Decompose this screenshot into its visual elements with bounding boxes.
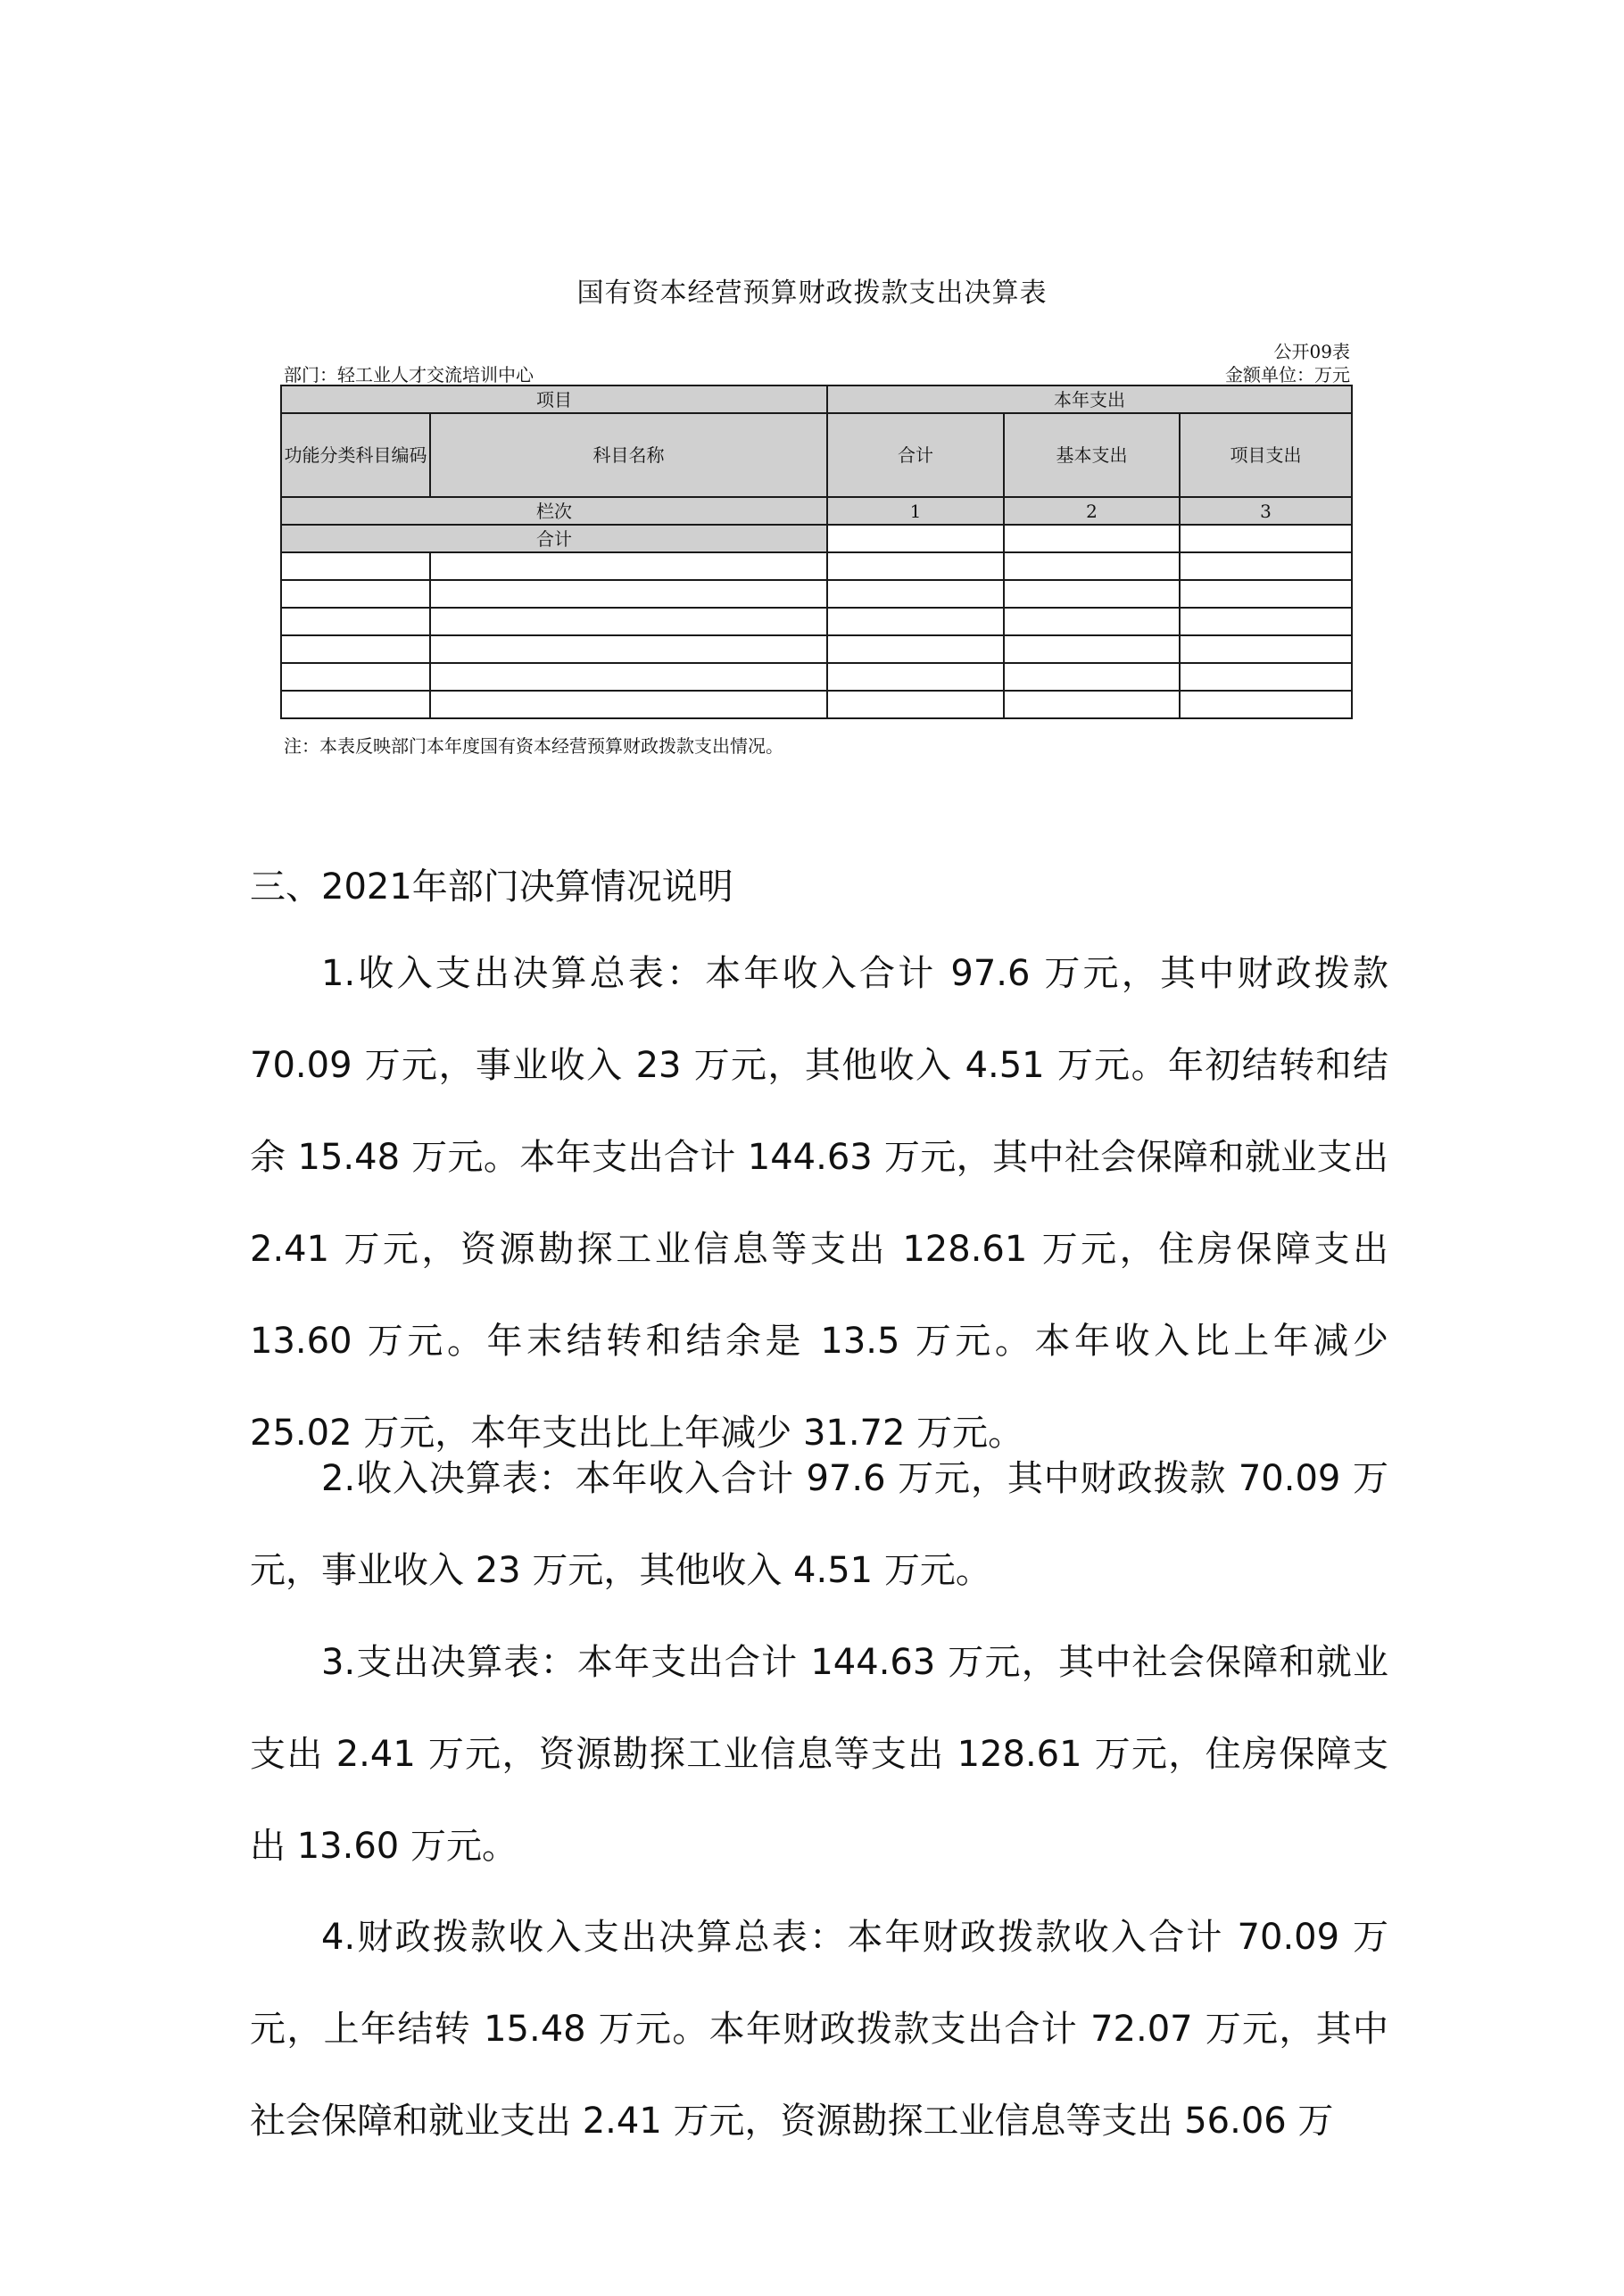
table-cell (430, 663, 827, 691)
table-cell (430, 608, 827, 635)
department-label: 部门：轻工业人才交流培训中心 (284, 364, 534, 385)
total-cell (827, 525, 1004, 552)
table-cell (281, 691, 430, 718)
table-column-row (281, 413, 1352, 497)
table-cell (281, 635, 430, 663)
table-cell (1004, 580, 1180, 608)
total-label: 合计 (281, 525, 827, 552)
table-row (281, 580, 1352, 608)
table-cell (1004, 691, 1180, 718)
index-2: 2 (1004, 497, 1180, 525)
unit-label: 金额单位：万元 (1225, 364, 1350, 385)
table-cell (827, 635, 1004, 663)
header-current-year: 本年支出 (827, 385, 1352, 413)
table-cell (430, 552, 827, 580)
col-code: 功能分类科目编码 (281, 413, 430, 497)
col-project: 项目支出 (1180, 413, 1352, 497)
paragraph: 2.收入决算表：本年收入合计 97.6 万元，其中财政拨款 70.09 万元，事业收入 23 万元，其他收入 4.51 万元。 (250, 1458, 1388, 1591)
table-cell (1180, 691, 1352, 718)
table-cell (1004, 552, 1180, 580)
header-item: 项目 (281, 385, 827, 413)
table-cell (1004, 608, 1180, 635)
table-cell (1004, 663, 1180, 691)
table-title: 国有资本经营预算财政拨款支出决算表 (576, 278, 1048, 309)
table-index-row (281, 497, 1352, 525)
col-name: 科目名称 (430, 413, 827, 497)
table-row (281, 608, 1352, 635)
total-cell (1004, 525, 1180, 552)
col-basic: 基本支出 (1004, 413, 1180, 497)
table-cell (430, 635, 827, 663)
budget-table (280, 385, 1353, 719)
table-row (281, 552, 1352, 580)
table-total-row (281, 525, 1352, 552)
table-cell (827, 580, 1004, 608)
table-cell (281, 663, 430, 691)
table-cell (1180, 552, 1352, 580)
table-row (281, 691, 1352, 718)
index-3: 3 (1180, 497, 1352, 525)
table-header-row (281, 385, 1352, 413)
table-cell (430, 580, 827, 608)
table-row (281, 635, 1352, 663)
table-cell (1180, 635, 1352, 663)
table-cell (827, 663, 1004, 691)
section-title: 三、2021年部门决算情况说明 (250, 866, 733, 908)
table-cell (827, 691, 1004, 718)
table-cell (281, 608, 430, 635)
table-cell (827, 552, 1004, 580)
table-code: 公开09表 (1273, 341, 1350, 362)
table-cell (430, 691, 827, 718)
col-total: 合计 (827, 413, 1004, 497)
table-row (281, 663, 1352, 691)
table-cell (281, 552, 430, 580)
paragraph: 1.收入支出决算总表：本年收入合计 97.6 万元，其中财政拨款 70.09 万元，事业收入 23 万元，其他收入 4.51 万元。年初结转和结余 15.48 万元。本年支出合计 144.63 万元，其中社会保障和就业支出 2.41 万元，资源勘探工业信息等支出 128.61 万元，住房保障支出 13.60 万元。年末结转和结余是 13.5 万元。本年收入比上年减少 25.02 万元，本年支出比上年减少 31.72 万元。 (250, 953, 1388, 1454)
table-note: 注：本表反映部门本年度国有资本经营预算财政拨款支出情况。 (284, 735, 783, 757)
table-cell (281, 580, 430, 608)
table-cell (1180, 608, 1352, 635)
table-cell (827, 608, 1004, 635)
index-1: 1 (827, 497, 1004, 525)
table-cell (1180, 663, 1352, 691)
index-label: 栏次 (281, 497, 827, 525)
table-cell (1180, 580, 1352, 608)
paragraph: 4.财政拨款收入支出决算总表：本年财政拨款收入合计 70.09 万元，上年结转 15.48 万元。本年财政拨款支出合计 72.07 万元，其中社会保障和就业支出 2.41 万元，资源勘探工业信息等支出 56.06 万 (250, 1917, 1388, 2142)
total-cell (1180, 525, 1352, 552)
paragraph: 3.支出决算表：本年支出合计 144.63 万元，其中社会保障和就业支出 2.41 万元，资源勘探工业信息等支出 128.61 万元，住房保障支出 13.60 万元。 (250, 1642, 1388, 1867)
table-cell (1004, 635, 1180, 663)
